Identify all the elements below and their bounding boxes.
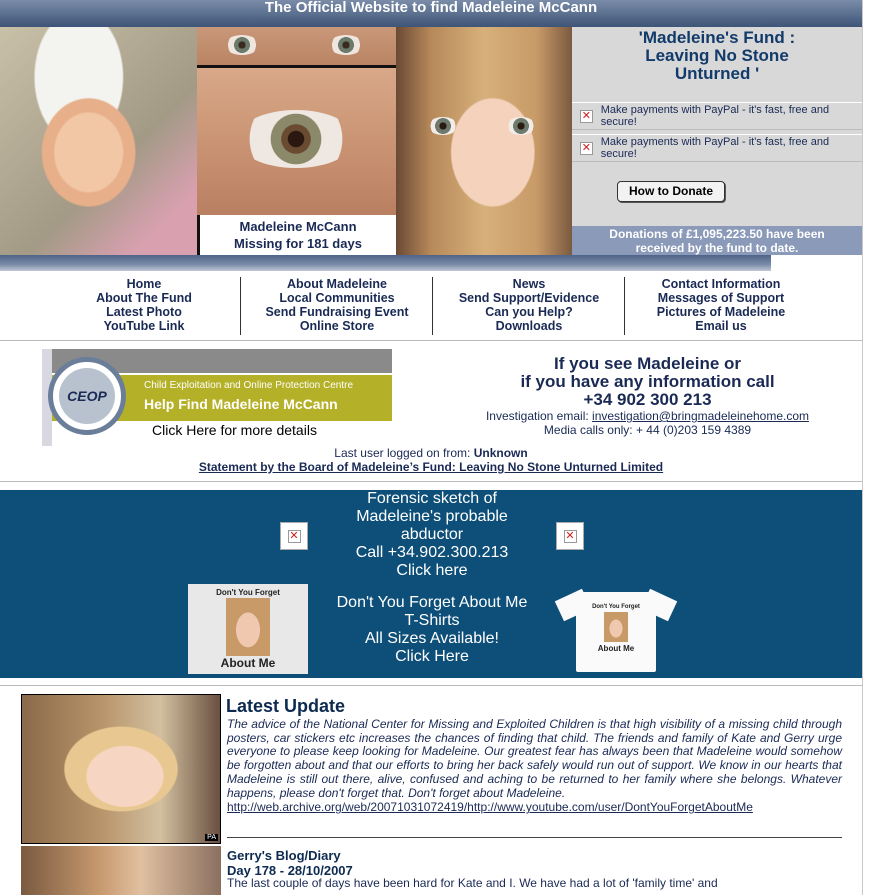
main-navigation: [0, 275, 862, 337]
how-to-donate-button[interactable]: How to Donate: [617, 181, 725, 202]
shirt-top-text: Don't You Forget: [216, 588, 280, 597]
nav-column-3: [433, 277, 625, 333]
shirt-face-photo: [226, 598, 270, 656]
nav-home[interactable]: Home: [126, 277, 162, 291]
investigation-email-row: [440, 409, 855, 423]
ceop-org-name: Child Exploitation and Online Protection Centre: [144, 380, 354, 391]
email-label: Investigation email:: [485, 409, 589, 423]
ceop-headline: Help Find Madeleine McCann: [144, 396, 338, 412]
tshirt-line: T-Shirts: [404, 612, 460, 629]
blog-heading: [227, 848, 353, 878]
nav-latest-photo[interactable]: Latest Photo: [106, 305, 182, 319]
forensic-sketch-link[interactable]: [310, 490, 554, 580]
contact-line-1: If you see Madeleine or: [553, 354, 742, 373]
madeleine-eyes-photo: [197, 27, 396, 65]
nav-messages-of-support[interactable]: Messages of Support: [657, 291, 785, 305]
caption-days: Missing for 181 days: [234, 236, 362, 251]
forensic-click-here[interactable]: Click here: [396, 562, 468, 579]
header-divider: [0, 255, 771, 271]
photo-agency-tag: PA: [207, 834, 216, 841]
nav-pictures[interactable]: Pictures of Madeleine: [656, 305, 786, 319]
fund-title-line: Leaving No Stone: [645, 46, 789, 65]
fund-title-line: Unturned ': [674, 64, 760, 83]
donations-line: received by the fund to date.: [635, 241, 799, 255]
eye-right-icon: [329, 35, 363, 55]
caption-name: Madeleine McCann: [239, 219, 357, 234]
broken-sketch-image-left: [280, 522, 308, 550]
broken-image-icon: ✕: [581, 109, 591, 122]
nav-about-fund[interactable]: About The Fund: [96, 291, 192, 305]
blog-day: Day 178 - 28/10/2007: [227, 863, 353, 878]
tshirt-photo[interactable]: [556, 584, 676, 674]
fund-title: [572, 27, 862, 83]
latest-photo: [21, 694, 221, 844]
paypal-label: Make payments with PayPal - it's fast, free and secure!: [600, 136, 830, 160]
fund-title-line: 'Madeleine's Fund :: [638, 28, 796, 47]
tshirt-line: All Sizes Available!: [365, 630, 499, 647]
eye-left-icon: [225, 35, 259, 55]
nav-column-2: [241, 277, 433, 333]
forensic-line: Madeleine's probable: [356, 508, 508, 525]
blog-text: The last couple of days have been hard for Kate and I. We have had a lot of 'family time' and: [227, 876, 718, 890]
tshirt-bottom-text: About Me: [597, 644, 635, 653]
status-block: [0, 446, 862, 474]
face-eye-left-icon: [428, 117, 458, 135]
broken-image-icon: ✕: [565, 529, 575, 542]
donations-total: [572, 226, 862, 255]
last-user-label: Last user logged on from:: [334, 446, 471, 460]
last-user-value: Unknown: [473, 446, 528, 460]
broken-image-icon: ✕: [581, 141, 591, 154]
nav-send-fundraising[interactable]: Send Fundraising Event: [265, 305, 409, 319]
blog-photo: [21, 846, 221, 895]
paypal-label: Make payments with PayPal - it's fast, free and secure!: [600, 104, 830, 128]
face-eye-right-icon: [506, 117, 536, 135]
ceop-banner[interactable]: [42, 349, 392, 446]
latest-update-title: Latest Update: [226, 696, 346, 716]
site-title: The Official Website to find Madeleine McCann: [264, 0, 598, 16]
broken-image-icon: ✕: [289, 529, 299, 542]
ceop-click-here[interactable]: Click Here for more details: [152, 422, 317, 438]
ceop-logo-text: CEOP: [59, 368, 115, 424]
forensic-line: Forensic sketch of: [367, 490, 497, 507]
tshirt-line: Don't You Forget About Me: [336, 594, 528, 611]
nav-about-madeleine[interactable]: About Madeleine: [286, 277, 387, 291]
madeleine-face-photo: [396, 27, 572, 255]
nav-column-1: [48, 277, 240, 333]
latest-update-body: [227, 718, 842, 815]
appeal-panel: [0, 490, 862, 678]
latest-update-text: The advice of the National Center for Missing and Exploited Children is that high visibility of a missing child through posters, car stickers etc increases the chances of finding that child. The friends and family of Kate and Gerry urge everyone to please keep looking for Madeleine. Our greatest fear has always been that Madeleine would somehow be forgotten about and that our efforts to bring her back safely would run out of support. We know in our hearts that Madeleine is still out there, alive, confused and aching to be returned to her family where she belongs. Whatever happens, please don't forget that. Don't forget about Madeleine.: [227, 717, 842, 800]
update-divider: [227, 837, 842, 838]
nav-online-store[interactable]: Online Store: [299, 319, 375, 333]
tshirt-print-image[interactable]: [188, 584, 308, 674]
statement-link[interactable]: Statement by the Board of Madeleine’s Fund: Leaving No Stone Unturned Limited: [198, 460, 664, 474]
blog-title[interactable]: Gerry's Blog/Diary: [227, 848, 341, 863]
paypal-button-1[interactable]: [572, 102, 862, 130]
forensic-line: abductor: [400, 526, 464, 543]
page-right-edge: [862, 0, 869, 895]
nav-contact-information[interactable]: Contact Information: [661, 277, 781, 291]
section-divider: [0, 340, 862, 341]
tshirt-top-text: Don't You Forget: [592, 604, 640, 610]
paypal-button-2[interactable]: [572, 134, 862, 162]
madeleine-eye-closeup-photo: [197, 65, 396, 215]
nav-downloads[interactable]: Downloads: [495, 319, 563, 333]
site-title-bar: [0, 0, 862, 27]
broken-sketch-image-right: [556, 522, 584, 550]
nav-column-4: [625, 277, 817, 333]
madeleine-photo-hat: [0, 27, 197, 255]
youtube-link[interactable]: http://web.archive.org/web/20071031072419/http://www.youtube.com/user/DontYouForgetAboutMe: [227, 800, 753, 815]
investigation-email-link[interactable]: investigation@bringmadeleinehome.com: [592, 409, 810, 423]
nav-can-you-help[interactable]: Can you Help?: [485, 305, 573, 319]
section-divider: [0, 481, 862, 482]
contact-info: [440, 355, 855, 437]
tshirt-click-here[interactable]: Click Here: [395, 648, 469, 665]
donations-line: Donations of £1,095,223.50 have been: [609, 227, 825, 241]
nav-email-us[interactable]: Email us: [695, 319, 747, 333]
nav-send-support[interactable]: Send Support/Evidence: [458, 291, 600, 305]
media-calls: Media calls only: + 44 (0)203 159 4389: [543, 423, 752, 437]
forensic-phone: Call +34.902.300.213: [355, 544, 509, 561]
tshirt-link[interactable]: [310, 594, 554, 666]
ceop-logo-icon: [48, 357, 126, 435]
contact-line-2: if you have any information call: [520, 372, 775, 391]
missing-caption: [197, 215, 396, 255]
nav-local-communities[interactable]: Local Communities: [279, 291, 395, 305]
shirt-bottom-text: About Me: [220, 656, 276, 670]
nav-news[interactable]: News: [512, 277, 546, 291]
fund-panel: [572, 27, 862, 255]
closeup-eye-icon: [237, 110, 355, 168]
last-user-row: [0, 446, 862, 460]
section-divider: [0, 685, 862, 686]
nav-youtube-link[interactable]: YouTube Link: [103, 319, 185, 333]
tshirt-face-photo: [604, 612, 628, 642]
contact-phone: +34 902 300 213: [583, 390, 712, 409]
